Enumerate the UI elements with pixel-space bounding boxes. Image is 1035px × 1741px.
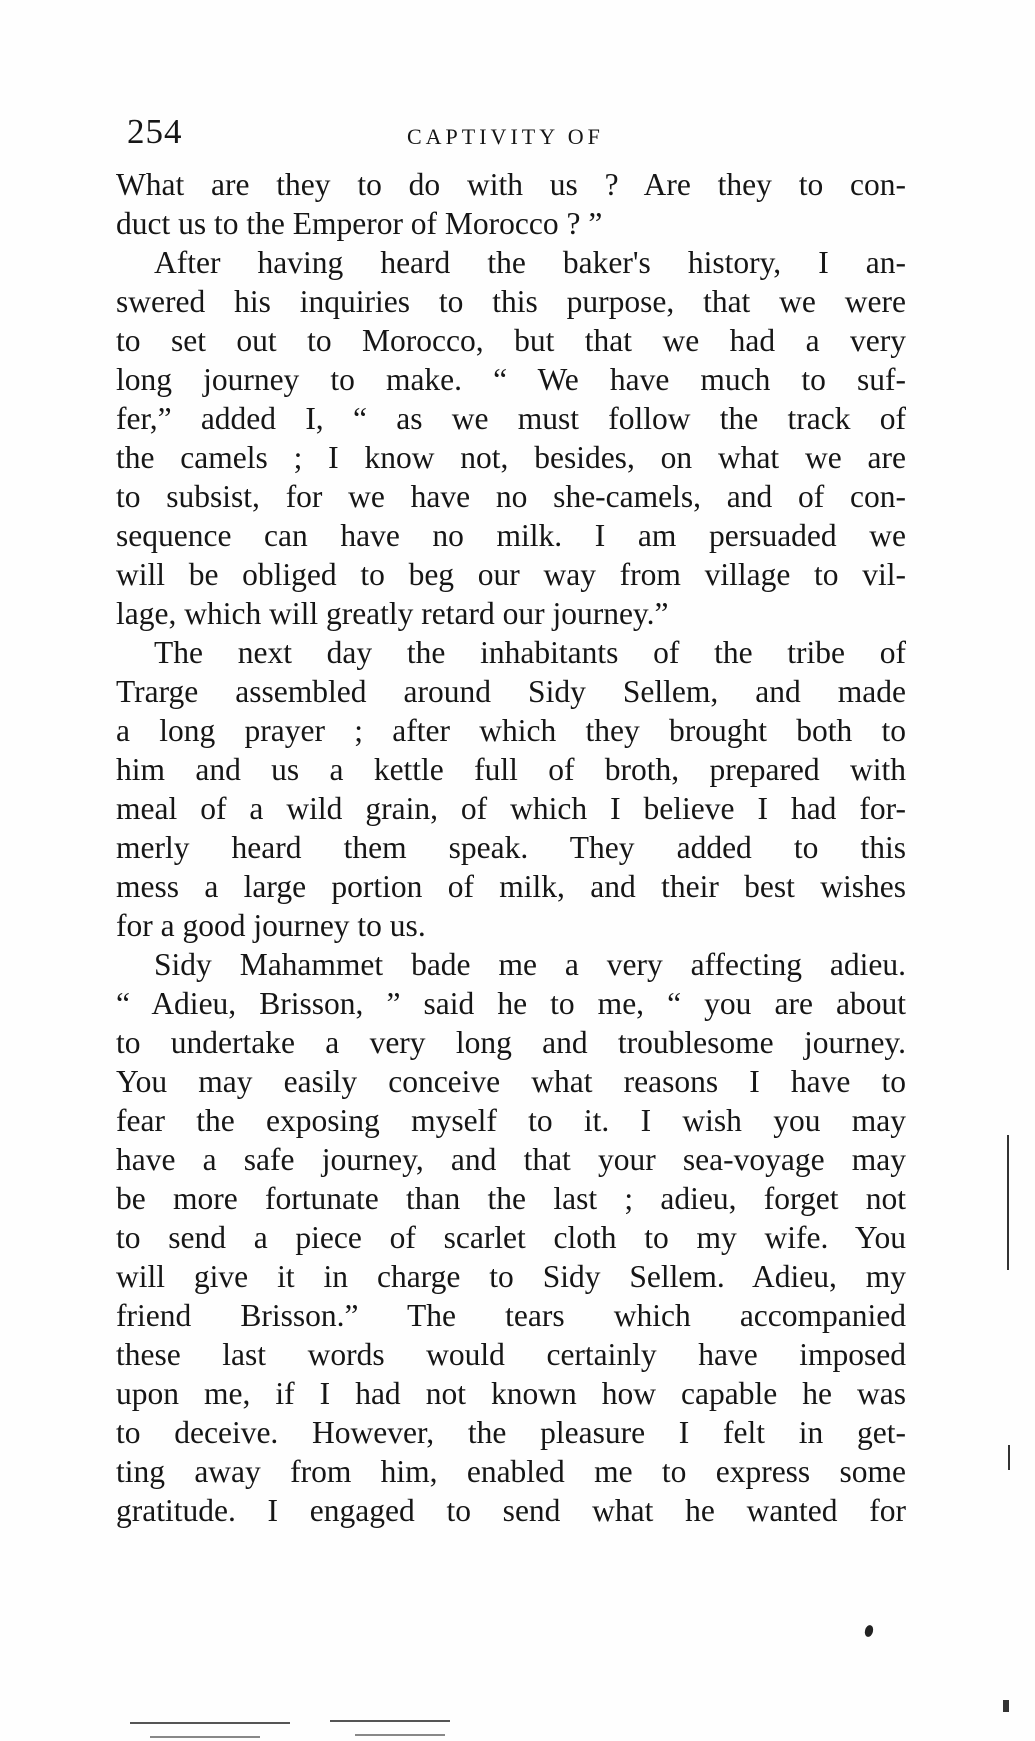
- margin-mark: [1003, 1700, 1009, 1712]
- ink-spot: [864, 1624, 875, 1638]
- text-line: duct us to the Emperor of Morocco ? ”: [116, 206, 603, 241]
- scan-artifact: [330, 1720, 450, 1722]
- text-line: to set out to Morocco, but that we had a very: [116, 323, 906, 358]
- text-line: to send a piece of scarlet cloth to my wife. You: [116, 1220, 906, 1255]
- running-head: [127, 112, 907, 162]
- text-line: swered his inquiries to this purpose, that we were: [116, 284, 906, 319]
- margin-mark: [1008, 1445, 1010, 1470]
- text-line: friend Brisson.” The tears which accompanied: [116, 1298, 906, 1333]
- text-line: ting away from him, enabled me to express some: [116, 1454, 906, 1489]
- text-line: these last words would certainly have imposed: [116, 1337, 906, 1372]
- scan-artifact: [355, 1734, 445, 1736]
- text-line: long journey to make. “ We have much to suf-: [116, 362, 906, 397]
- page-number: 254: [127, 112, 183, 151]
- text-line: gratitude. I engaged to send what he wanted for: [116, 1493, 906, 1528]
- text-line: meal of a wild grain, of which I believe I had for-: [116, 791, 906, 826]
- text-line: mess a large portion of milk, and their best wishes: [116, 869, 906, 904]
- scan-artifact: [150, 1736, 260, 1738]
- text-line: the camels ; I know not, besides, on what we are: [116, 440, 906, 475]
- text-line: You may easily conceive what reasons I have to: [116, 1064, 906, 1099]
- text-line: to deceive. However, the pleasure I felt in get-: [116, 1415, 906, 1450]
- text-line: After having heard the baker's history, I an-: [154, 245, 906, 280]
- text-line: sequence can have no milk. I am persuaded we: [116, 518, 906, 553]
- text-line: Sidy Mahammet bade me a very affecting adieu.: [154, 947, 906, 982]
- scan-artifact: [130, 1722, 290, 1724]
- text-line: fear the exposing myself to it. I wish you may: [116, 1103, 906, 1138]
- text-line: will be obliged to beg our way from village to vil-: [116, 557, 906, 592]
- text-line: him and us a kettle full of broth, prepared with: [116, 752, 906, 787]
- text-line: fer,” added I, “ as we must follow the track of: [116, 401, 906, 436]
- text-line: have a safe journey, and that your sea-voyage may: [116, 1142, 906, 1177]
- text-line: merly heard them speak. They added to this: [116, 830, 906, 865]
- text-line: will give it in charge to Sidy Sellem. Adieu, my: [116, 1259, 906, 1294]
- margin-mark: [1007, 1135, 1009, 1270]
- running-title: CAPTIVITY OF: [407, 124, 604, 149]
- text-line: a long prayer ; after which they brought both to: [116, 713, 906, 748]
- text-line: to subsist, for we have no she-camels, and of con-: [116, 479, 906, 514]
- text-line: “ Adieu, Brisson, ” said he to me, “ you are about: [116, 986, 906, 1021]
- text-line: to undertake a very long and troublesome journey.: [116, 1025, 906, 1060]
- text-line: Trarge assembled around Sidy Sellem, and made: [116, 674, 906, 709]
- text-line: The next day the inhabitants of the tribe of: [154, 635, 906, 670]
- body-text: [116, 165, 906, 1530]
- text-line: be more fortunate than the last ; adieu, forget not: [116, 1181, 906, 1216]
- text-line: upon me, if I had not known how capable he was: [116, 1376, 906, 1411]
- text-line: lage, which will greatly retard our journey.”: [116, 596, 669, 631]
- text-line: What are they to do with us ? Are they to con-: [116, 167, 906, 202]
- text-line: for a good journey to us.: [116, 908, 426, 943]
